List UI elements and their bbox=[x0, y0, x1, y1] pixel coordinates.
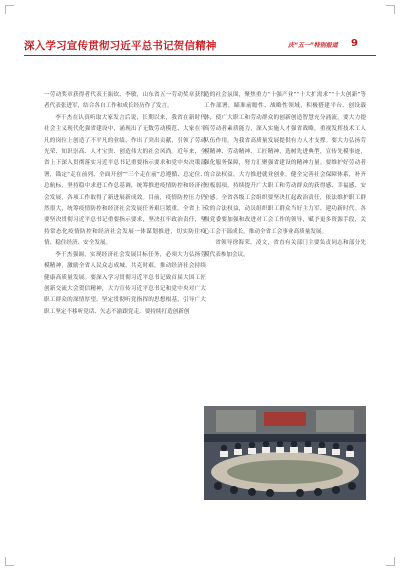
page-title: 深入学习宣传贯彻习近平总书记贺信精神 bbox=[24, 40, 217, 52]
crop-mark-top-right bbox=[386, 5, 395, 14]
crop-mark-bottom-left bbox=[5, 557, 14, 566]
page-header bbox=[0, 36, 400, 56]
page-number: 9 bbox=[351, 38, 358, 49]
header-divider bbox=[24, 55, 376, 56]
paragraph: 造的社会氛围，聚焦重力“十强产业”“十大扩需求”“十大创新”等工作部署，瞄准前瞻性、战略性领域，积极搭建平台、创设载体，使广大职工和劳动群众的创新创造智慧充分涌流。要大力提高劳动者素质能力，深入实施人才强省战略，重视发挥技术工人队伍作用，为我省高质量发展提供有力人才支撑。要大力弘扬劳模精神、劳动精神、工匠精神，选树先进典型，宣传先模事迹，强化服务保障，努力汇聚强省建设的精神力量。要维护好劳动者的合法权益，大力推进就业创业，健全完善社会保障体系，补齐短板弱项，持续提升广大职工和劳动群众的获得感、幸福感、安全感。全省各级工会组织要坚决扛起政治责任，依法维护职工群众的合法权益，动员组织职工群众当好主力军、建功新时代。各级党委要加强和改进对工会工作的领导，赋予更多资源手段，关心工会干部成长，推动全省工会事业高质量发展。 bbox=[204, 92, 366, 235]
right-column bbox=[204, 90, 366, 261]
meeting-photo bbox=[204, 406, 366, 500]
paragraph: 李干杰强调，实现经济社会发展目标任务，必须大力弘扬劳模精神，激励全省人民众志成城、共克时艰，推动经济社会持续健康高质量发展。要深入学习贯彻习近平总书记致首届大国工匠创新交流大会贺信精神，大力宣传习近平总书记和党中央对广大职工群众的深情厚望，坚定贯彻听党指挥的思想根基，引导广大职工坚定不移听党话、矢志不渝跟党走。要持续打造创新创 bbox=[44, 251, 206, 315]
crop-mark-bottom-right bbox=[386, 557, 395, 566]
paragraph: 一劳动奖章获得者代表王振钦、李敏，山东省五一劳动奖章获得者代表张进军，结合各自工作和成长经历作了发言。 bbox=[44, 92, 206, 110]
paragraph: 李干杰在认真听取大家发言后说，长期以来，我省在新时代社会主义现代化强省建设中，涌现出了无数劳动模范、大家在平凡的岗位上创造了不平凡的业绩，作出了突出贡献，引领了劳动光荣、知识崇高、人才宝贵、创造伟大的社会风尚。近年来，全省上下深入贯彻落实习近平总书记重要指示要求和党中央决策部署，锚定“走在前列、全面开创”“三个走在前”总遵循、总定位、总航标，坚持稳中求进工作总基调，统筹推进疫情防控和经济社会发展，各项工作取得了新进展新成效。目前，疫情防控压力仍然很大，统筹疫情防控和经济社会发展任务艰巨繁重。全省上下要坚决贯彻习近平总书记重要指示要求，坚决扛牢政治责任，坚持常态化疫情防控和经济社会发展一体谋划推进，切实防住疫情、稳住经济、安全发展。 bbox=[44, 114, 206, 247]
left-column bbox=[44, 90, 206, 318]
crop-mark-top-left bbox=[5, 5, 14, 14]
paragraph: 省领导徐海荣、凌文，省直有关部门主要负责同志和部分先模代表参加会议。 bbox=[204, 240, 366, 258]
section-brand: 庆“五一”特别报道 bbox=[288, 42, 338, 49]
